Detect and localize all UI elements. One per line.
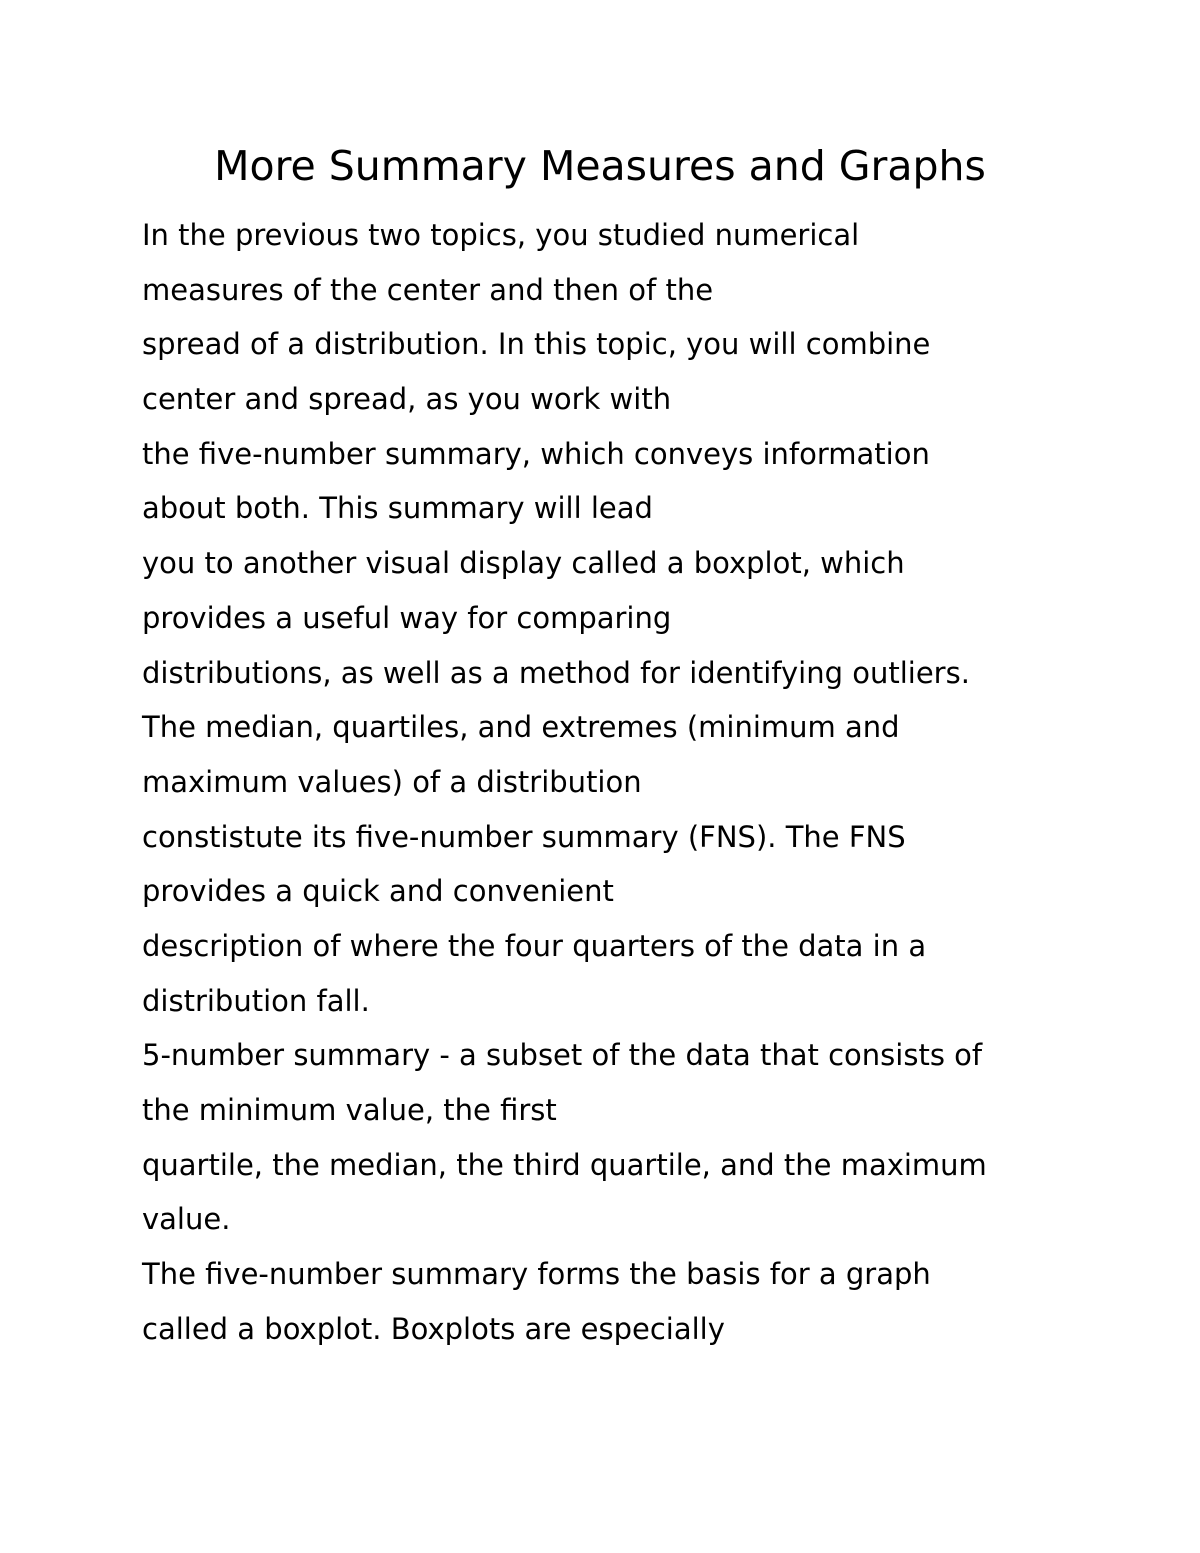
page-title: More Summary Measures and Graphs: [214, 142, 986, 190]
text-line: center and spread, as you work with: [142, 382, 672, 417]
text-line: about both. This summary will lead: [142, 491, 653, 526]
text-line: In the previous two topics, you studied numerical: [142, 218, 860, 252]
text-line: the minimum value, the first: [142, 1093, 557, 1127]
text-line: value.: [142, 1202, 231, 1237]
text-line: constistute its five-number summary (FNS). The FNS: [142, 819, 906, 854]
body-text: [142, 208, 1142, 1356]
text-line: the five-number summary, which conveys information: [142, 436, 930, 471]
text-line: quartile, the median, the third quartile, and the maximum: [142, 1147, 987, 1182]
text-line: 5-number summary - a subset of the data that consists of: [142, 1038, 983, 1073]
text-line: description of where the four quarters of the data in a: [142, 928, 927, 963]
text-line: maximum values) of a distribution: [142, 764, 642, 799]
text-line: measures of the center and then of the: [142, 272, 714, 307]
text-line: provides a quick and convenient: [142, 874, 614, 909]
text-line: called a boxplot. Boxplots are especially: [142, 1311, 725, 1346]
text-line: The median, quartiles, and extremes (minimum and: [142, 710, 900, 745]
text-line: you to another visual display called a boxplot, which: [142, 546, 905, 581]
text-line: spread of a distribution. In this topic, you will combine: [142, 327, 931, 362]
text-line: distribution fall.: [142, 983, 370, 1018]
text-line: provides a useful way for comparing: [142, 600, 672, 635]
text-line: distributions, as well as a method for identifying outliers.: [142, 655, 970, 690]
text-line: The five-number summary forms the basis for a graph: [142, 1257, 931, 1292]
